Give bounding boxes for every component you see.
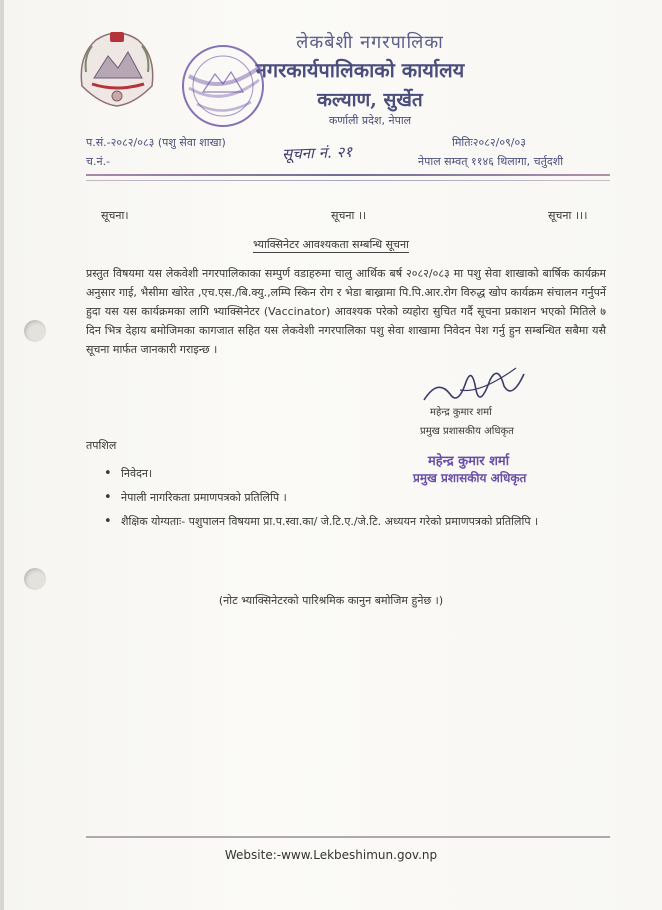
- header-divider-thin: [86, 180, 610, 181]
- nepal-emblem-icon: [74, 26, 160, 108]
- issue-date: मितिः२०८२/०९/०३: [452, 136, 526, 149]
- office-location: कल्याण, सुर्खेत: [317, 89, 423, 111]
- municipality-name: लेकबेशी नगरपालिका: [296, 32, 444, 53]
- attachment-item: • शैक्षिक योग्यताः- पशुपालन विषयमा प्रा.प.स्वा.का/ जे.टि.ए./जे.टि. अध्ययन गरेको प्रमाणपत्रको प्रतिलिपि ।: [104, 514, 538, 538]
- office-name: नगरकार्यपालिकाको कार्यालय: [255, 58, 465, 82]
- notice-subject: [0, 237, 662, 252]
- punch-hole: [24, 568, 46, 590]
- footer-divider: [86, 836, 610, 838]
- handwritten-notice-number: सूचना नं. २१: [281, 142, 353, 164]
- page-fold-shadow: [0, 0, 4, 910]
- signatory-title: प्रमुख प्रशासकीय अधिकृत: [420, 426, 514, 437]
- header-divider: [86, 174, 610, 176]
- remuneration-note: (नोट भ्याक्सिनेटरको पारिश्रमिक कानुन बमोजिम हुनेछ ।): [218, 594, 444, 607]
- title-stamp: प्रमुख प्रशासकीय अधिकृत: [413, 471, 527, 485]
- notice-body: प्रस्तुत विषयमा यस लेकवेशी नगरपालिकाका सम्पुर्ण वडाहरुमा चालु आर्थिक बर्ष २०८२/०८३ मा पशु सेवा शाखाको बार्षिक कार्यक्रम अनुसार गाई, भैसीमा खोरेत ,एच.एस./बि.क्यु.,लम्पि स्किन रोग र भेडा बाख्रामा पि.पि.आर.रोग विरुद्ध खोप कार्यक्रम संचालन गर्नुपर्ने हुदा यस यस कार्यक्रमका लागि भ्याक्सिनेटर (Vaccinator) आवश्यक परेको व्यहोरा सुचित गर्दै सूचना प्रकाशन भएको मितिले ७ दिन भित्र देहाय बमोजिमका कागजात सहित यस लेकवेशी नगरपालिका पशु सेवा शाखामा निवेदन पेश गर्नु हुन सम्बन्धित सबैमा यसै सूचना मार्फत जानकारी गराइन्छ ।: [86, 267, 606, 356]
- dispatch-number: च.नं.-: [86, 155, 111, 168]
- attachments-list: [104, 466, 538, 538]
- notice-label-1: सूचना।: [101, 209, 129, 222]
- attachment-item: • निवेदन।: [104, 466, 538, 490]
- attachment-item: • नेपाली नागरिकता प्रमाणपत्रको प्रतिलिपि ।: [104, 490, 538, 514]
- website-link[interactable]: Website:-www.Lekbeshimun.gov.np: [224, 848, 438, 862]
- signatory-name: महेन्द्र कुमार शर्मा: [430, 407, 492, 418]
- punch-hole: [24, 320, 46, 342]
- nepal-samvat-date: नेपाल सम्वत् ११४६ थिलागा, चर्तुदशी: [418, 155, 564, 168]
- name-stamp: महेन्द्र कुमार शर्मा: [428, 454, 510, 469]
- notice-subject-text: भ्याक्सिनेटर आवश्यकता सम्बन्धि सूचना: [253, 238, 409, 251]
- office-seal-stamp-icon: [175, 36, 271, 136]
- reference-number: प.सं.-२०८२/०८३ (पशु सेवा शाखा): [86, 136, 226, 149]
- province-name: कर्णाली प्रदेश, नेपाल: [328, 114, 412, 127]
- notice-label-3: सूचना ।।।: [548, 209, 588, 222]
- attachments-heading: तपशिल: [86, 439, 117, 452]
- notice-label-2: सूचना ।।: [331, 209, 367, 222]
